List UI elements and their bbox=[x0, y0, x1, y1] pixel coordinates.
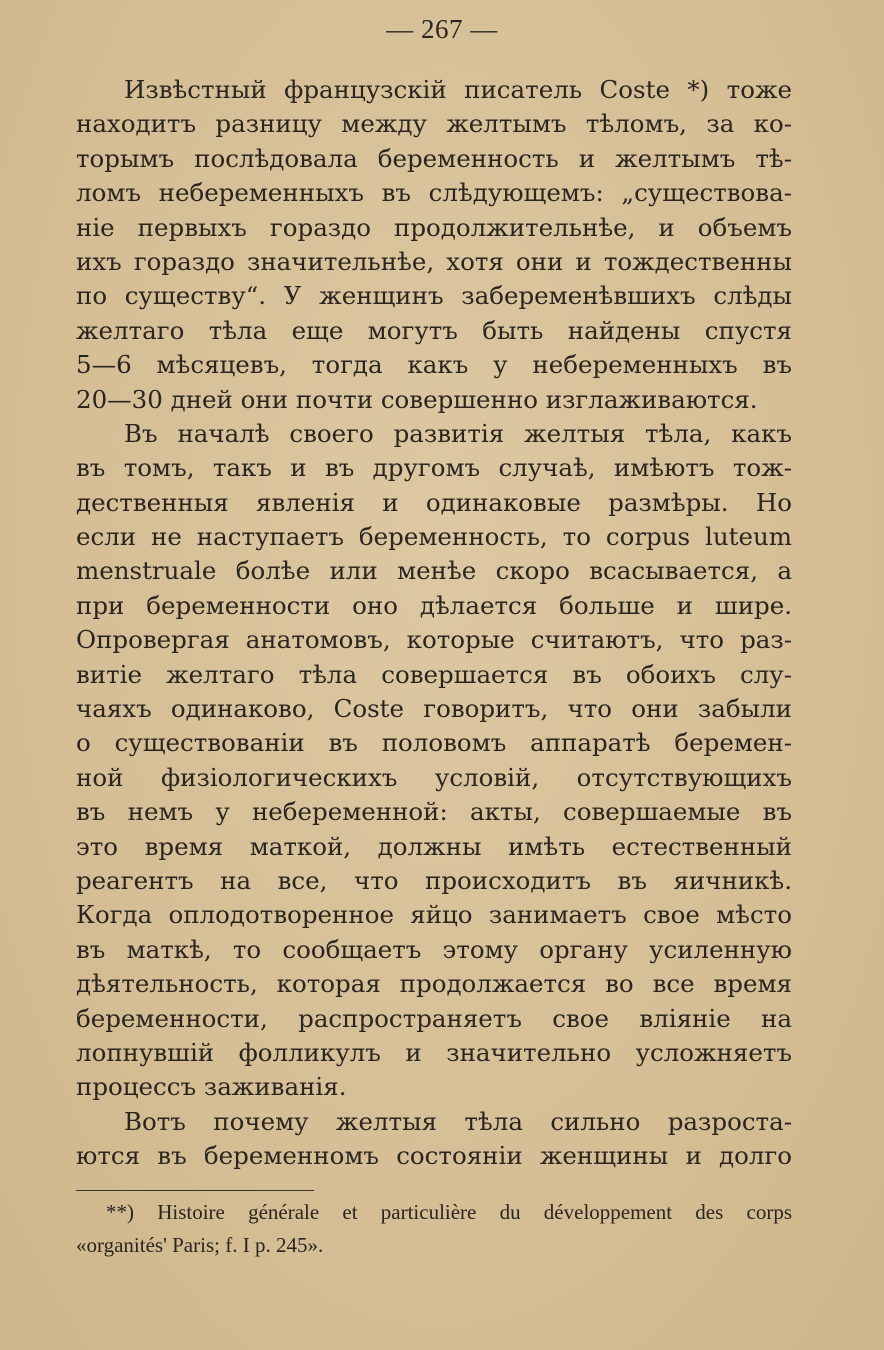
text-line: Извѣстный французскій писатель Coste *) тоже bbox=[124, 75, 792, 104]
text-line: процессъ заживанія. bbox=[76, 1072, 347, 1102]
text-line: Въ началѣ своего развитія желтыя тѣла, какъ bbox=[124, 418, 792, 448]
footnote bbox=[76, 1196, 792, 1262]
footnote-line: **) Histoire générale et particulière du développement des corps bbox=[106, 1200, 792, 1224]
text-line: въ немъ у небеременной: акты, совершаемые въ bbox=[76, 797, 792, 827]
footnote-divider bbox=[76, 1190, 314, 1191]
text-line: Вотъ почему желтыя тѣла сильно разроста- bbox=[124, 1106, 792, 1136]
text-line: дественныя явленія и одинаковые размѣры. Но bbox=[76, 487, 792, 517]
text-line: 20—30 дней они почти совершенно изглаживаются. bbox=[76, 384, 758, 414]
text-line: дѣятельность, которая продолжается во все время bbox=[76, 969, 792, 999]
text-line: въ маткѣ, то сообщаетъ этому органу усиленную bbox=[76, 934, 792, 964]
main-text bbox=[76, 73, 792, 1174]
text-line: Опровергая анатомовъ, которые считаютъ, что раз- bbox=[76, 625, 792, 655]
text-line: беременности, распространяетъ свое вліяніе на bbox=[76, 1003, 792, 1033]
text-line: 5—6 мѣсяцевъ, тогда какъ у небеременныхъ въ bbox=[76, 350, 792, 380]
text-line: ніе первыхъ гораздо продолжительнѣе, и объемъ bbox=[76, 212, 792, 242]
text-line: ихъ гораздо значительнѣе, хотя они и тождественны bbox=[76, 246, 792, 276]
text-line: Когда оплодотворенное яйцо занимаетъ свое мѣсто bbox=[76, 900, 792, 930]
text-line: при беременности оно дѣлается больше и шире. bbox=[76, 590, 792, 620]
text-line: о существованіи въ половомъ аппаратѣ беремен- bbox=[76, 728, 792, 758]
text-line: витіе желтаго тѣла совершается въ обоихъ слу- bbox=[76, 659, 792, 689]
text-line: въ томъ, такъ и въ другомъ случаѣ, имѣютъ тож- bbox=[76, 453, 792, 483]
text-line: чаяхъ одинаково, Coste говоритъ, что они забыли bbox=[76, 694, 792, 724]
text-line: ются въ беременномъ состояніи женщины и долго bbox=[76, 1141, 792, 1171]
text-line: находитъ разницу между желтымъ тѣломъ, за ко- bbox=[76, 109, 792, 139]
text-line: если не наступаетъ беременность, то corpus luteum bbox=[76, 522, 792, 552]
text-line: реагентъ на все, что происходитъ въ яичникѣ. bbox=[76, 865, 792, 895]
footnote-line: «organités' Paris; f. I p. 245». bbox=[76, 1233, 324, 1257]
text-line: желтаго тѣла еще могутъ быть найдены спустя bbox=[76, 315, 792, 345]
text-line: лопнувшій фолликулъ и значительно усложняетъ bbox=[76, 1037, 792, 1067]
text-line: ломъ небеременныхъ въ слѣдующемъ: „существова- bbox=[76, 178, 792, 208]
page-number: — 267 — bbox=[386, 14, 498, 44]
text-line: ной физіологическихъ условій, отсутствующихъ bbox=[76, 762, 792, 792]
text-line: menstruale болѣе или менѣе скоро всасывается, а bbox=[76, 556, 792, 586]
text-line: торымъ послѣдовала беременность и желтымъ тѣ- bbox=[76, 143, 792, 173]
text-line: это время маткой, должны имѣть естественный bbox=[76, 831, 792, 861]
text-line: по существу“. У женщинъ забеременѣвшихъ слѣды bbox=[76, 281, 792, 311]
